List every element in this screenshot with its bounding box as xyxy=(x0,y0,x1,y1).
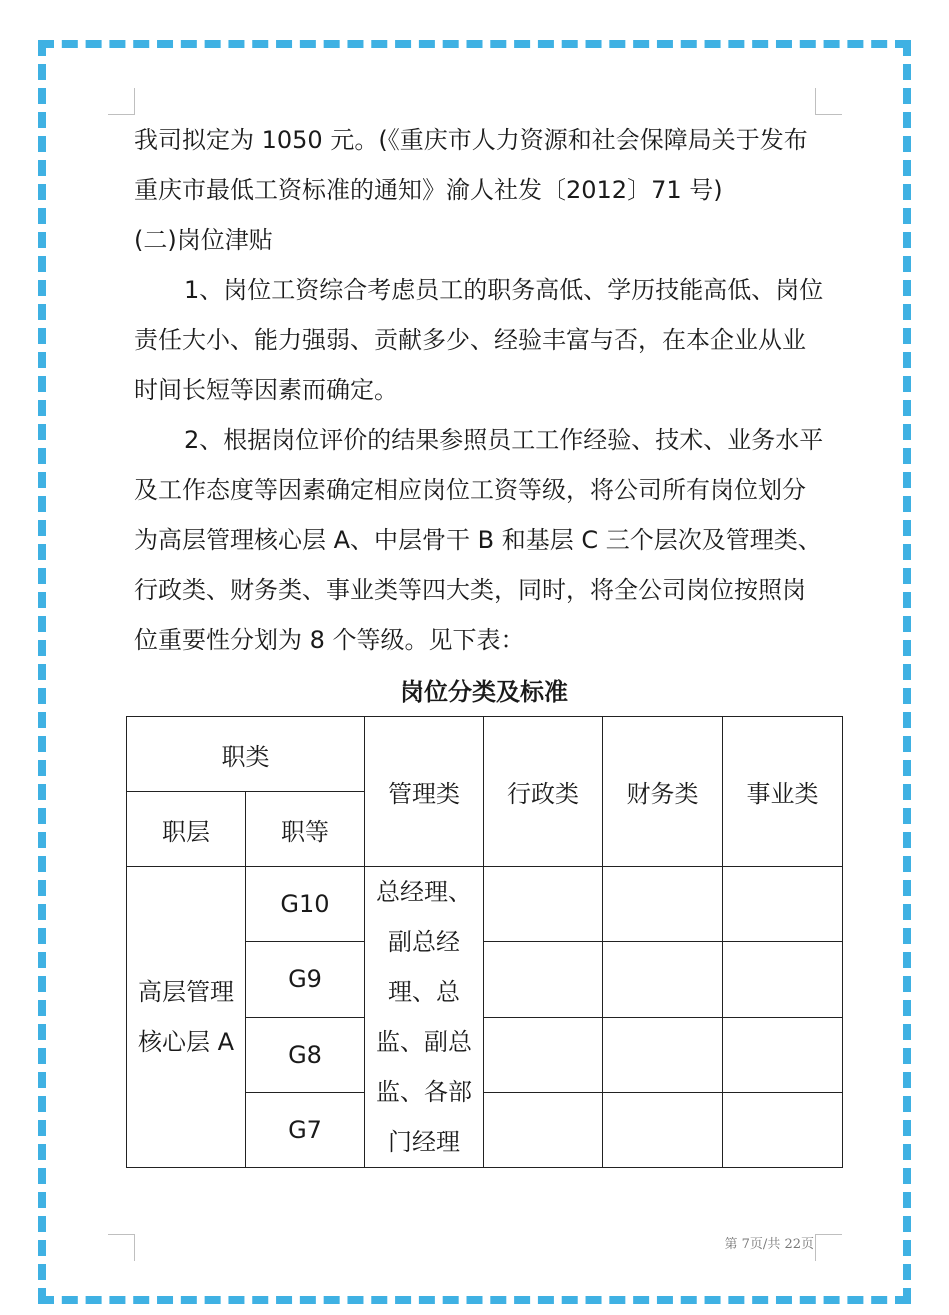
page-number: 第 7页/共 22页 xyxy=(724,1237,814,1252)
table-row xyxy=(127,867,843,942)
table-cell-empty xyxy=(723,1092,843,1167)
crop-mark-bottom-right xyxy=(815,1234,842,1261)
table-cell-empty xyxy=(484,1092,603,1167)
table-cell-empty xyxy=(484,867,603,942)
header-business: 事业类 xyxy=(723,717,843,867)
header-level: 职层 xyxy=(127,792,246,867)
grade-cell: G7 xyxy=(246,1092,365,1167)
paragraph-min-wage: 我司拟定为 1050 元。(《重庆市人力资源和社会保障局关于发布重庆市最低工资标准的通知》渝人社发〔2012〕71 号) xyxy=(134,126,808,204)
body-text xyxy=(134,115,824,665)
header-management: 管理类 xyxy=(365,717,484,867)
section-heading-allowance: (二)岗位津贴 xyxy=(134,226,273,254)
management-positions-cell: 总经理、副总经理、总监、副总监、各部门经理 xyxy=(365,867,484,1168)
header-finance: 财务类 xyxy=(603,717,723,867)
grade-cell: G9 xyxy=(246,942,365,1017)
table-cell-empty xyxy=(723,1017,843,1092)
paragraph-grade-division: 2、根据岗位评价的结果参照员工工作经验、技术、业务水平及工作态度等因素确定相应岗位工资等级，将公司所有岗位划分为高层管理核心层 A、中层骨干 B 和基层 C 三个层次及管理类、行政类、财务类、事业类等四大类，同时，将全公司岗位按照岗位重要性分划为 8 个等级。见下表： xyxy=(134,426,824,654)
position-classification-table xyxy=(126,716,843,1168)
crop-mark-bottom-left xyxy=(108,1234,135,1261)
table-cell-empty xyxy=(603,942,723,1017)
header-category: 职类 xyxy=(127,717,365,792)
level-cell: 高层管理核心层 A xyxy=(127,867,246,1168)
table-cell-empty xyxy=(603,1017,723,1092)
table-caption: 岗位分类及标准 xyxy=(400,678,568,706)
header-administrative: 行政类 xyxy=(484,717,603,867)
grade-cell: G8 xyxy=(246,1017,365,1092)
crop-mark-top-right xyxy=(815,88,842,115)
table-header-row-1 xyxy=(127,717,843,792)
table-cell-empty xyxy=(603,867,723,942)
table-cell-empty xyxy=(484,1017,603,1092)
paragraph-allowance-factors: 1、岗位工资综合考虑员工的职务高低、学历技能高低、岗位责任大小、能力强弱、贡献多少、经验丰富与否，在本企业从业时间长短等因素而确定。 xyxy=(134,276,824,404)
table-cell-empty xyxy=(723,867,843,942)
crop-mark-top-left xyxy=(108,88,135,115)
table-cell-empty xyxy=(484,942,603,1017)
grade-cell: G10 xyxy=(246,867,365,942)
table-cell-empty xyxy=(603,1092,723,1167)
header-grade: 职等 xyxy=(246,792,365,867)
table-cell-empty xyxy=(723,942,843,1017)
